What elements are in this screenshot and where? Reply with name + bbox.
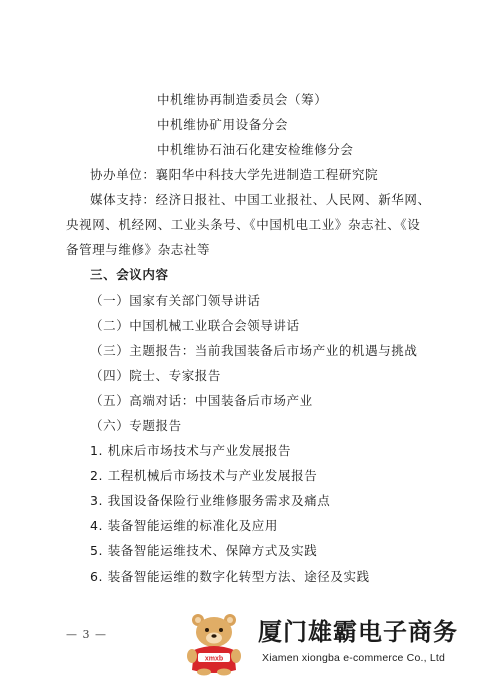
watermark-subtitle: Xiamen xiongba e-commerce Co., Ltd xyxy=(262,652,446,664)
section-heading: 三、会议内容 xyxy=(90,267,169,282)
topic-item: 4. 装备智能运维的标准化及应用 xyxy=(90,518,279,533)
organizer-line: 中机维协矿用设备分会 xyxy=(157,117,289,132)
agenda-item: （二）中国机械工业联合会领导讲话 xyxy=(90,318,300,333)
co-organizer-line: 协办单位：襄阳华中科技大学先进制造工程研究院 xyxy=(90,167,379,182)
media-support-line: 媒体支持：经济日报社、中国工业报社、人民网、新华网、 xyxy=(90,192,431,207)
topic-item: 2. 工程机械后市场技术与产业发展报告 xyxy=(90,468,318,483)
agenda-item: （三）主题报告：当前我国装备后市场产业的机遇与挑战 xyxy=(90,343,418,358)
agenda-item: （六）专题报告 xyxy=(90,418,182,433)
agenda-item: （五）高端对话：中国装备后市场产业 xyxy=(90,393,313,408)
agenda-item: （四）院士、专家报告 xyxy=(90,368,222,383)
organizer-line: 中机维协石油石化建安检维修分会 xyxy=(157,142,354,157)
watermark xyxy=(178,608,478,678)
media-support-line: 备管理与维修》杂志社等 xyxy=(66,242,211,257)
topic-item: 3. 我国设备保险行业维修服务需求及痛点 xyxy=(90,493,331,508)
agenda-item: （一）国家有关部门领导讲话 xyxy=(90,293,261,308)
topic-item: 6. 装备智能运维的数字化转型方法、途径及实践 xyxy=(90,569,370,584)
topic-item: 5. 装备智能运维技术、保障方式及实践 xyxy=(90,543,318,558)
badge-text: xmxb xyxy=(204,655,224,663)
bear-mascot-icon xyxy=(184,610,244,676)
watermark-title: 厦门雄霸电子商务 xyxy=(258,618,458,646)
topic-item: 1. 机床后市场技术与产业发展报告 xyxy=(90,443,292,458)
page-number: — 3 — xyxy=(66,628,107,641)
organizer-line: 中机维协再制造委员会（筹） xyxy=(157,92,328,107)
media-support-line: 央视网、机经网、工业头条号、《中国机电工业》杂志社、《设 xyxy=(66,217,421,232)
